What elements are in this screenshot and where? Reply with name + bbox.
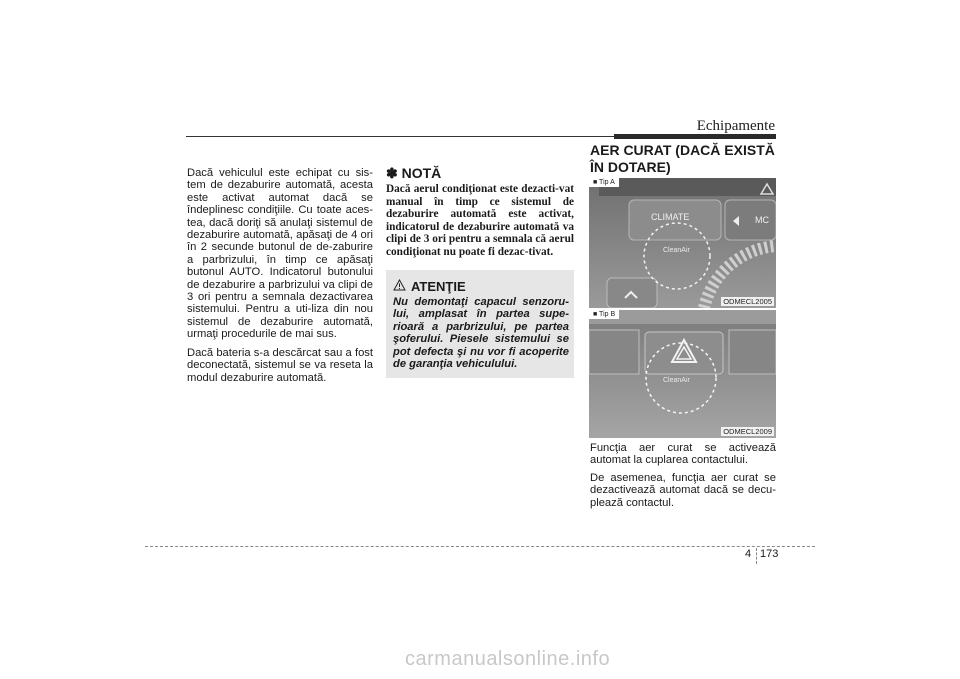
figure-type-b [589,310,776,438]
figure-code: ODMECL2005 [723,297,772,306]
cleanair-badge: CleanAir [663,247,690,254]
figure-type-a [589,178,776,308]
figure-code: ODMECL2009 [723,427,772,436]
caution-body: Nu demontaţi capacul senzoru-lui, amplasat în partea supe-rioară a parbrizului, pe partea şoferului. Piesele sistemului se pot defecta şi nu vor fi acoperite de garanţia vehiculului. [393,296,569,371]
header-rule [186,136,626,137]
header-title: Echipamente [696,118,775,134]
paragraph: Dacă vehiculul este echipat cu sis-tem de dezaburire automată, acesta este activat automat dacă se îndeplinesc condiţiile. Cu toate aces-tea, dacă doriţi să anulaţi sistemul de dezaburire automată, apăsaţi de 4 ori în 2 secunde butonul de de-zaburire a parbrizului, în timp ce apăsaţi butonul AUTO. Indicatorul butonului de dezaburire a parbrizului va clipi de 3 ori pentru a semnala dezactivarea sistemului. Pentru a uti-liza din nou sistemul de dezaburire automată, urmaţi procedurile de mai sus. [187,167,373,341]
figure-label: ■ Tip A [589,178,619,187]
paragraph: De asemenea, funcţia aer curat se dezactivează automat dacă se decu-plează contactul. [590,471,776,509]
figure-label: ■ Tip B [589,310,619,319]
section-title: AER CURAT (DACĂ EXISTĂ ÎN DOTARE) [590,142,775,175]
column-right-text [590,442,776,514]
mode-button-label: MC [755,215,769,225]
note-title: ✽ NOTĂ [386,165,442,181]
page-separator [756,548,757,564]
watermark: carmanualsonline.info [405,648,611,670]
page-number: 173 [760,548,779,560]
column-left [187,167,373,390]
note-body: Dacă aerul condiţionat este dezacti-vat manual în timp ce sistemul de dezaburire automată este activat, indicatorul de dezaburire automată va clipi de 3 ori pentru a semnala că aerul condiţionat nu poate fi dezac-tivat. [386,183,574,258]
cleanair-badge: CleanAir [663,377,690,384]
warning-triangle-icon [393,279,406,291]
chapter-number: 4 [745,548,752,560]
climate-panel-illustration [589,178,776,308]
climate-button-label: CLIMATE [651,212,690,222]
footer-rule [145,546,815,547]
header-rule-accent [614,134,776,139]
hazard-panel-illustration [589,310,776,438]
caution-title: ATENŢIE [411,279,466,294]
paragraph: Funcţia aer curat se activează automat la cuplarea contactului. [590,442,776,467]
paragraph: Dacă bateria s-a descărcat sau a fost deconectată, sistemul se va reseta la modul dezaburire automată. [187,346,373,384]
